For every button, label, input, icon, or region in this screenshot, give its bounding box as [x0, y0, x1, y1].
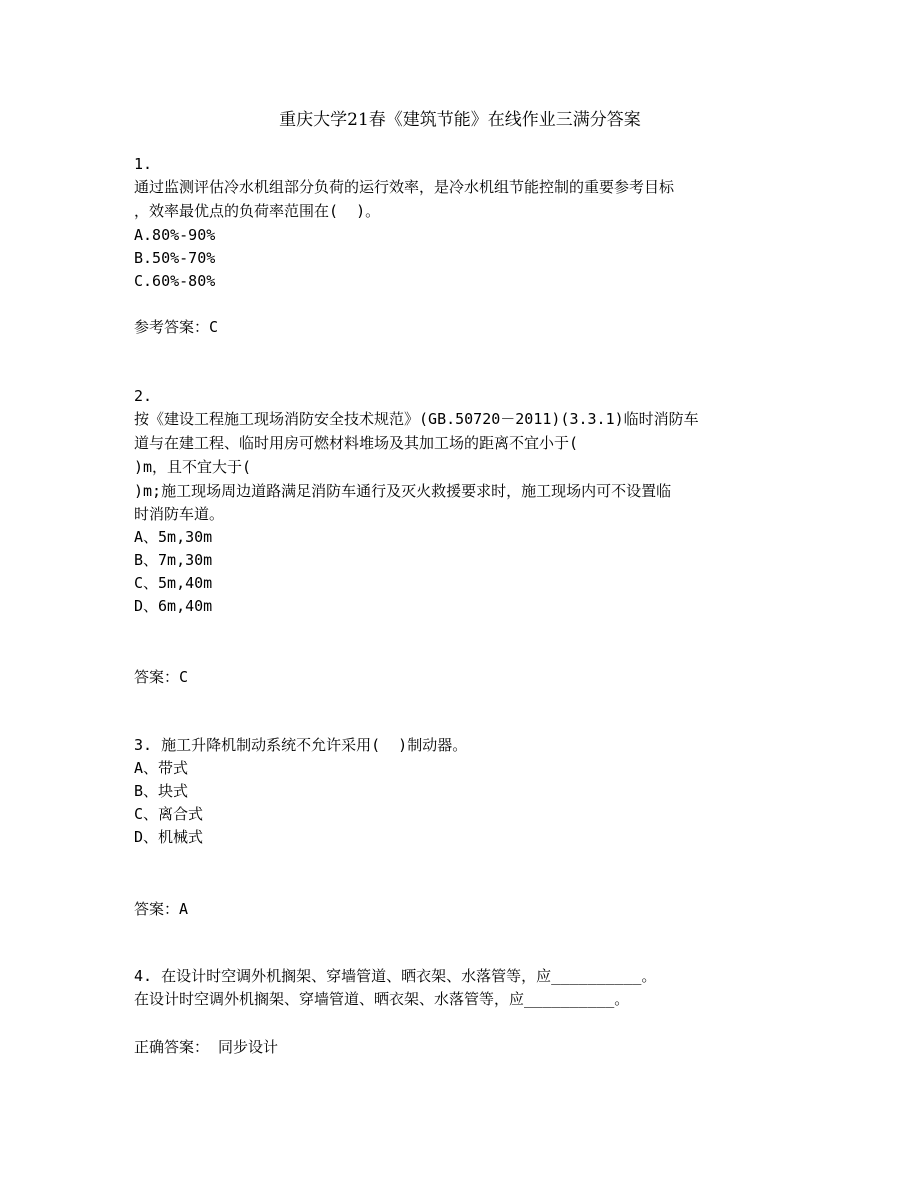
question-1-answer: 参考答案：C: [134, 318, 219, 336]
question-1-stem-line2: ，效率最优点的负荷率范围在( )。: [134, 202, 381, 220]
document-title: 重庆大学21春《建筑节能》在线作业三满分答案: [279, 110, 641, 130]
question-3-answer: 答案：A: [134, 900, 189, 918]
question-1-stem-line1: 通过监测评估冷水机组部分负荷的运行效率，是冷水机组节能控制的重要参考目标: [134, 178, 675, 196]
question-1-option-a: A.80%-90%: [134, 226, 216, 244]
question-2-stem-line1: 按《建设工程施工现场消防安全技术规范》(GB.50720－2011)(3.3.1)临时消防车: [134, 410, 699, 428]
question-3-option-a: A、带式: [134, 759, 189, 777]
question-3-option-c: C、离合式: [134, 805, 204, 823]
question-2-option-d: D、6m,40m: [134, 597, 213, 615]
question-1-option-c: C.60%-80%: [134, 272, 216, 290]
question-1-number: 1.: [134, 155, 153, 173]
question-2-stem-line5: 时消防车道。: [134, 505, 225, 523]
question-2-stem-line3: )m，且不宜大于(: [134, 458, 252, 476]
question-2-option-a: A、5m,30m: [134, 528, 213, 546]
question-1-option-b: B.50%-70%: [134, 249, 216, 267]
question-2-number: 2.: [134, 387, 153, 405]
question-4-answer: 正确答案： 同步设计: [134, 1038, 279, 1056]
question-2-stem-line2: 道与在建工程、临时用房可燃材料堆场及其加工场的距离不宜小于(: [134, 434, 579, 452]
question-4-stem-line2: 在设计时空调外机搁架、穿墙管道、晒衣架、水落管等，应__________。: [134, 990, 630, 1008]
question-2-option-b: B、7m,30m: [134, 551, 213, 569]
question-2-stem-line4: )m;施工现场周边道路满足消防车通行及灭火救援要求时，施工现场内可不设置临: [134, 482, 672, 500]
question-2-option-c: C、5m,40m: [134, 574, 213, 592]
question-3-option-d: D、机械式: [134, 828, 204, 846]
question-2-answer: 答案：C: [134, 668, 189, 686]
question-3-stem: 3. 施工升降机制动系统不允许采用( )制动器。: [134, 736, 468, 754]
question-4-stem-line1: 4. 在设计时空调外机搁架、穿墙管道、晒衣架、水落管等，应__________。: [134, 967, 657, 985]
question-3-option-b: B、块式: [134, 782, 189, 800]
